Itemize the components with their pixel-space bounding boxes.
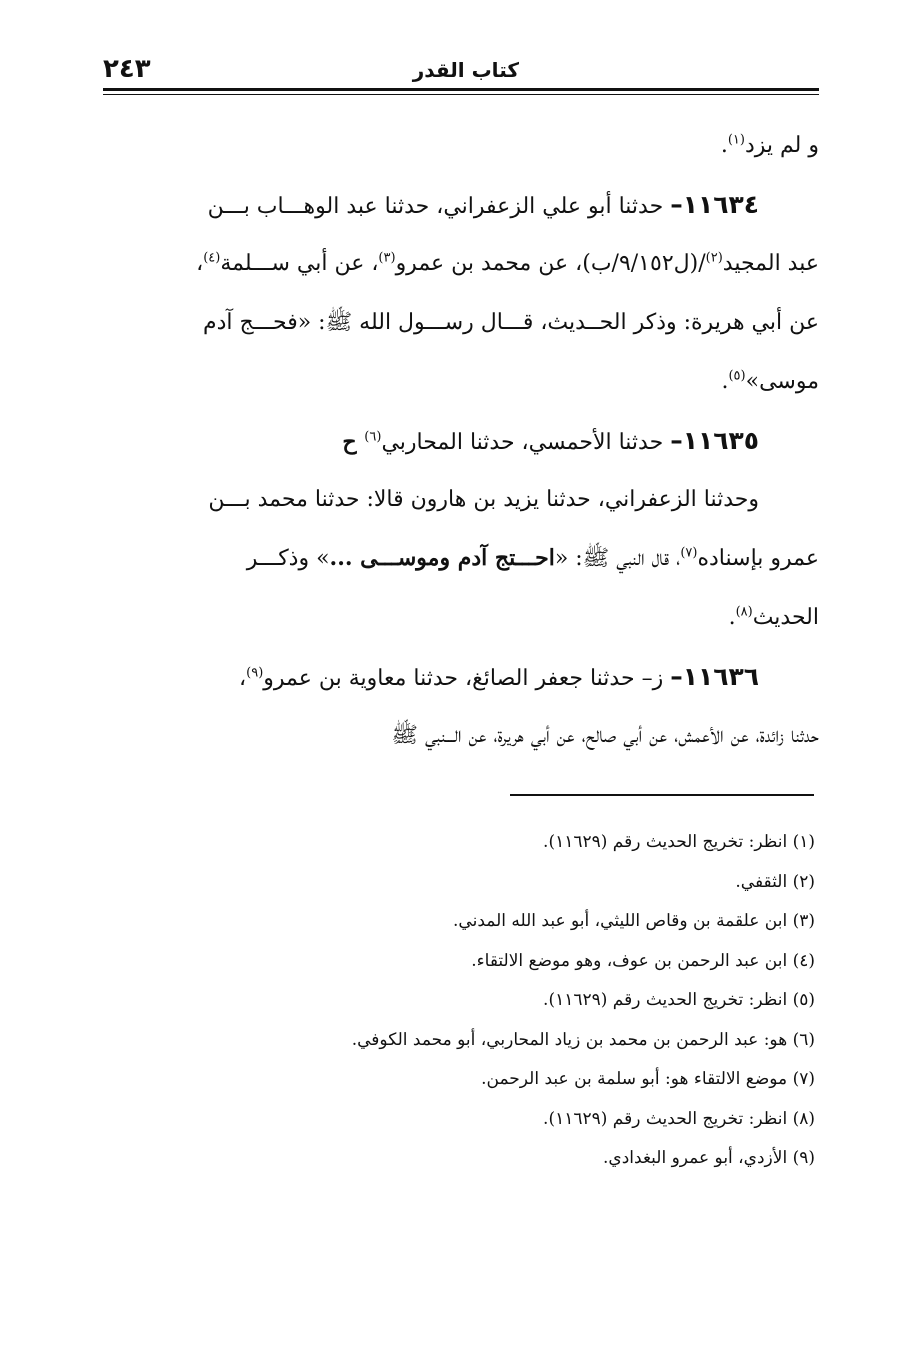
footnote-9: (٩) الأزدي، أبو عمرو البغدادي.: [603, 1148, 815, 1168]
running-header: [103, 54, 819, 88]
header-rule-thin: [103, 94, 819, 95]
hadith-11635-heading: ١١٦٣٥– حدثنا الأحمسي، حدثنا المحاربي$^{(٦)}$ ح: [342, 426, 759, 455]
text-line-9: الحديث$^{(٨)}$.: [728, 604, 819, 630]
footnote-3: (٣) ابن علقمة بن وقاص الليثي، أبو عبد الله المدني.: [453, 911, 815, 931]
footnote-1: (١) انظر: تخريج الحديث رقم (١١٦٢٩).: [543, 832, 815, 852]
text-line-4: عن أبي هريرة: وذكر الحــديث، قـــال رســـول الله ﷺ: «فحـــج آدم: [202, 310, 819, 335]
hadith-number: ١١٦٣٥–: [670, 426, 759, 455]
footnote-4: (٤) ابن عبد الرحمن بن عوف، وهو موضع الالتقاء.: [471, 950, 815, 971]
text-line-11: حدثنا زائدة، عن الأعمش، عن أبي صالح، عن أبي هريرة، عن الـــنبي ﷺ: [391, 723, 819, 748]
hadith-11634-heading: ١١٦٣٤– حدثنا أبو علي الزعفراني، حدثنا عبد الوهـــاب بـــن: [207, 190, 759, 219]
footnote-5: (٥) انظر: تخريج الحديث رقم (١١٦٢٩).: [543, 990, 815, 1010]
text-line-5: موسى»$^{(٥)}$.: [721, 368, 819, 394]
text-line-3: عبد المجيد$^{(٢)}$/(ل٩/١٥٢/ب)، عن محمد بن عمرو$^{(٣)}$، عن أبي ســـلمة$^{(٤)}$،: [196, 250, 819, 276]
footnotes: [99, 823, 815, 1179]
footnote-7: (٧) موضع الالتقاء هو: أبو سلمة بن عبد الرحمن.: [481, 1069, 815, 1089]
page-number: ٢٤٣: [103, 54, 151, 84]
text-line-7: وحدثنا الزعفراني، حدثنا يزيد بن هارون قالا: حدثنا محمد بـــن: [208, 487, 759, 512]
text-line-8: عمرو بإسناده$^{(٧)}$، قال النبي ﷺ: «احـــتج آدم وموســـى ...» وذكـــر: [246, 545, 819, 571]
main-text: [103, 116, 819, 765]
footnote-8: (٨) انظر: تخريج الحديث رقم (١١٦٢٩).: [543, 1108, 815, 1129]
header-rule-thick: [103, 88, 819, 91]
chapter-title: كتاب القدر: [412, 58, 519, 82]
hadith-number: ١١٦٣٤–: [670, 190, 759, 219]
text-line-1: و لم يزد$^{(١)}$.: [720, 132, 819, 158]
footnote-separator: [510, 794, 814, 796]
footnote-6: (٦) هو: عبد الرحمن بن محمد بن زياد المحاربي، أبو محمد الكوفي.: [351, 1029, 815, 1050]
footnote-2: (٢) الثقفي.: [735, 871, 815, 892]
hadith-11636-heading: ١١٦٣٦– ز– حدثنا جعفر الصائغ، حدثنا معاوية بن عمرو$^{(٩)}$،: [239, 662, 759, 691]
hadith-number: ١١٦٣٦–: [670, 662, 759, 691]
